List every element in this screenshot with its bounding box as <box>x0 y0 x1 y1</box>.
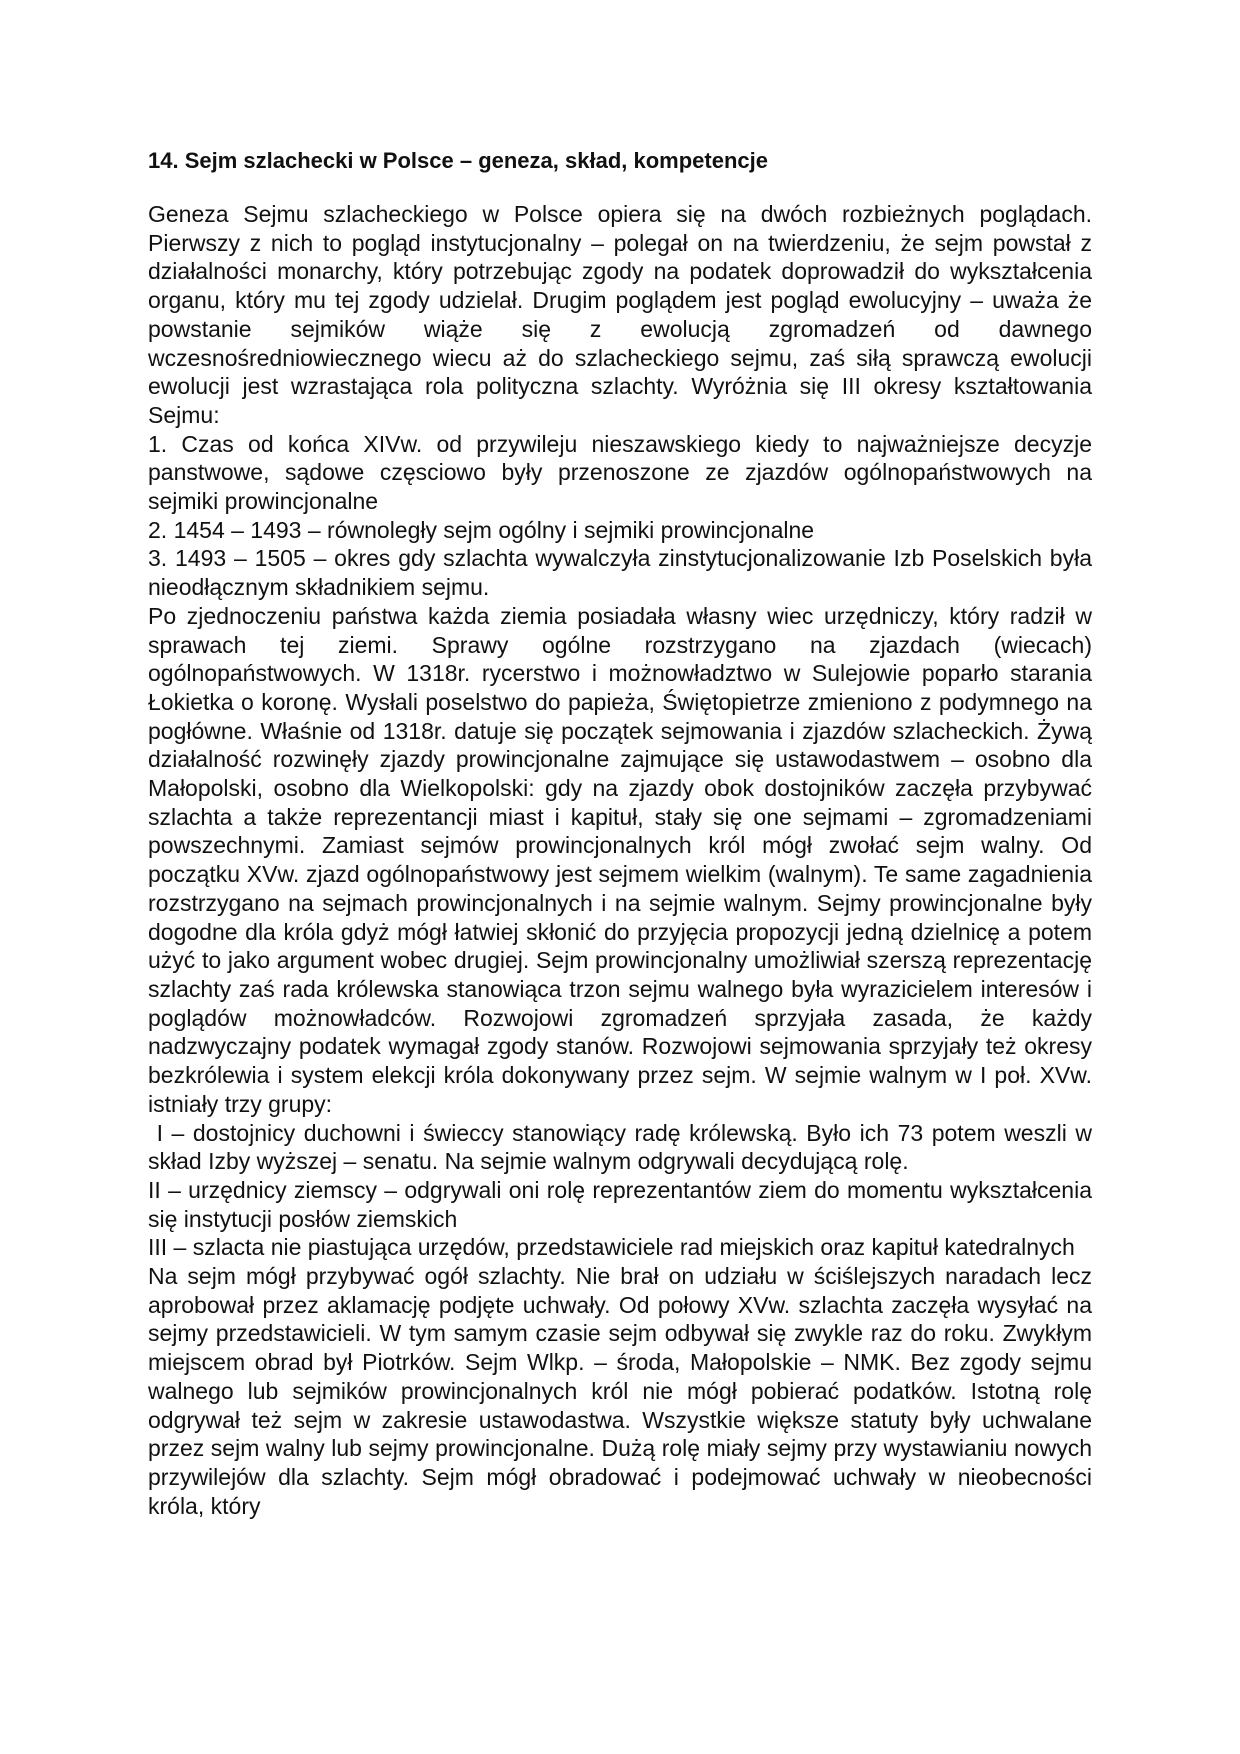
list-item-period-2: 2. 1454 – 1493 – równoległy sejm ogólny i sejmiki prowincjonalne <box>148 516 815 543</box>
document-body <box>148 200 1099 1520</box>
paragraph-genesis: Geneza Sejmu szlacheckiego w Polsce opiera się na dwóch rozbieżnych poglądach. Pierwszy z nich to pogląd instytucjonalny – polegał on na twierdzeniu, że sejm powstał z działalności monarchy, który potrzebując zgody na podatek doprowadził do wykształcenia organu, który mu tej zgody udzielał. Drugim poglądem jest pogląd ewolucyjny – uważa że powstanie sejmików wiąże się z ewolucją zgromadzeń od dawnego wczesnośredniowiecznego wiecu aż do szlacheckiego sejmu, zaś siłą sprawczą ewolucji ewolucji jest wzrastająca rola polityczna szlachty. Wyróżnia się III okresy kształtowania Sejmu: <box>148 201 1092 428</box>
list-item-group-3: III – szlacta nie piastująca urzędów, przedstawiciele rad miejskich oraz kapituł katedralnych <box>148 1234 1075 1261</box>
list-item-period-3: 3. 1493 – 1505 – okres gdy szlachta wywalczyła zinstytucjonalizowanie Izb Poselskich była nieodłącznym składnikiem sejmu. <box>148 545 1092 601</box>
paragraph-competences: Na sejm mógł przybywać ogół szlachty. Nie brał on udziału w ściślejszych naradach lecz aprobował przez aklamację podjęte uchwały. Od połowy XVw. szlachta zaczęła wysyłać na sejmy przedstawicieli. W tym samym czasie sejm odbywał się zwykle raz do roku. Zwykłym miejscem obrad był Piotrków. Sejm Wlkp. – środa, Małopolskie – NMK. Bez zgody sejmu walnego lub sejmików prowincjonalnych król nie mógł pobierać podatków. Istotną rolę odgrywał też sejm w zakresie ustawodastwa. Wszystkie większe statuty były uchwalane przez sejm walny lub sejmy prowincjonalne. Dużą rolę miały sejmy przy wystawianiu nowych przywilejów dla szlachty. Sejm mógł obradować i podejmować uchwały w nieobecności króla, który <box>148 1263 1092 1519</box>
document-page <box>148 146 1099 1520</box>
paragraph-history: Po zjednoczeniu państwa każda ziemia posiadała własny wiec urzędniczy, który radził w sprawach tej ziemi. Sprawy ogólne rozstrzygano na zjazdach (wiecach) ogólnopaństwowych. W 1318r. rycerstwo i możnowładztwo w Sulejowie poparło starania Łokietka o koronę. Wysłali poselstwo do papieża, Świętopietrze zmieniono z podymnego na pogłówne. Właśnie od 1318r. datuje się początek sejmowania i zjazdów szlacheckich. Żywą działalność rozwinęły zjazdy prowincjonalne zajmujące się ustawodastwem – osobno dla Małopolski, osobno dla Wielkopolski: gdy na zjazdy obok dostojników zaczęła przybywać szlachta a także reprezentancji miast i kapituł, stały się one sejmami – zgromadzeniami powszechnymi. Zamiast sejmów prowincjonalnych król mógł zwołać sejm walny. Od początku XVw. zjazd ogólnopaństwowy jest sejmem wielkim (walnym). Te same zagadnienia rozstrzygano na sejmach prowincjonalnych i na sejmie walnym. Sejmy prowincjonalne były dogodne dla króla gdyż mógł łatwiej skłonić do przyjęcia propozycji jedną dzielnicę a potem użyć to jako argument wobec drugiej. Sejm prowincjonalny umożliwiał szerszą reprezentację szlachty zaś rada królewska stanowiąca trzon sejmu walnego była wyrazicielem interesów i poglądów możnowładców. Rozwojowi zgromadzeń sprzyjała zasada, że każdy nadzwyczajny podatek wymagał zgody stanów. Rozwojowi sejmowania sprzyjały też okresy bezkrólewia i system elekcji króla dokonywany przez sejm. W sejmie walnym w I poł. XVw. istniały trzy grupy: <box>148 602 1092 1117</box>
list-item-group-2: II – urzędnicy ziemscy – odgrywali oni rolę reprezentantów ziem do momentu wykształcenia się instytucji posłów ziemskich <box>148 1176 1092 1232</box>
list-item-period-1: 1. Czas od końca XIVw. od przywileju nieszawskiego kiedy to najważniejsze decyzje panstwowe, sądowe częsciowo były przenoszone ze zjazdów ogólnopaństwowych na sejmiki prowincjonalne <box>148 430 1092 515</box>
document-title: 14. Sejm szlachecki w Polsce – geneza, skład, kompetencje <box>148 148 768 173</box>
list-item-group-1: I – dostojnicy duchowni i świeccy stanowiący radę królewską. Było ich 73 potem weszli w skład Izby wyższej – senatu. Na sejmie walnym odgrywali decydującą rolę. <box>148 1119 1099 1175</box>
